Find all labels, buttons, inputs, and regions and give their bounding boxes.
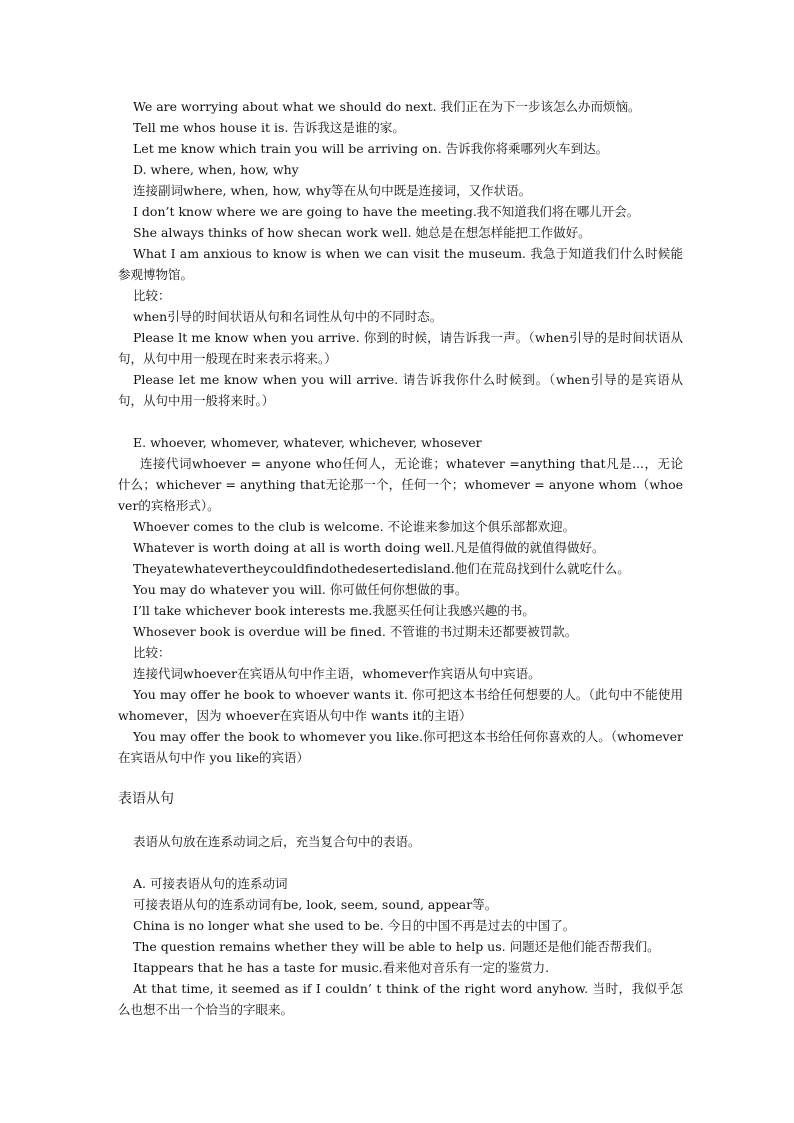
paragraph-line: Itappears that he has a taste for music.看来他对音乐有一定的鉴赏力. <box>133 960 550 975</box>
paragraph-line: 连接副词where, when, how, why等在从句中既是连接词，又作状语。 <box>133 183 532 198</box>
section-heading: 表语从句 <box>118 791 174 807</box>
paragraph-line: 比较： <box>133 645 171 660</box>
paragraph-line: China is no longer what she used to be. 今日的中国不再是过去的中国了。 <box>133 918 576 933</box>
paragraph-line: You may offer he book to whoever wants it. 你可把这本书给任何想要的人。（此句中不能使用whomever，因为 whoever在宾语从句中作 wants it的主语） <box>118 687 683 723</box>
paragraph-line: Tell me whos house it is. 告诉我这是谁的家。 <box>133 120 405 135</box>
blank-line <box>118 411 683 432</box>
paragraph-line: Theyatewhatevertheycouldfindothedesertedisland.他们在荒岛找到什么就吃什么。 <box>133 561 630 576</box>
paragraph-line: A. 可接表语从句的连系动词 <box>133 876 288 891</box>
blank-line <box>118 810 683 831</box>
document-page <box>118 96 683 1020</box>
paragraph-line: Whoever comes to the club is welcome. 不论谁来参加这个俱乐部都欢迎。 <box>133 519 576 534</box>
paragraph-line: What I am anxious to know is when we can visit the museum. 我急于知道我们什么时候能参观博物馆。 <box>118 246 683 282</box>
paragraph-line: Whatever is worth doing at all is worth doing well.凡是值得做的就值得做好。 <box>133 540 605 555</box>
blank-line <box>118 852 683 873</box>
paragraph-line: E. whoever, whomever, whatever, whichever, whosever <box>133 435 482 450</box>
paragraph-line: She always thinks of how shecan work well. 她总是在想怎样能把工作做好。 <box>133 225 591 240</box>
paragraph-line: 比较： <box>133 288 171 303</box>
blank-line <box>118 768 683 789</box>
paragraph-line: You may offer the book to whomever you like.你可把这本书给任何你喜欢的人。（whomever在宾语从句中作 you like的宾语） <box>118 729 683 765</box>
paragraph-line: 可接表语从句的连系动词有be, look, seem, sound, appear等。 <box>133 897 498 912</box>
paragraph-line: 连接代词whoever = anyone who任何人，无论谁；whatever =anything that凡是...，无论什么；whichever = anything that无论那一个，任何一个；whomever = anyone whom（whoever的宾格形式）。 <box>118 456 683 513</box>
paragraph-line: At that time, it seemed as if I couldn’ t think of the right word anyhow. 当时，我似乎怎么也想不出一个恰当的字眼来。 <box>118 981 683 1017</box>
paragraph-line: The question remains whether they will be able to help us. 问题还是他们能否帮我们。 <box>133 939 660 954</box>
paragraph-line: I don’t know where we are going to have the meeting.我不知道我们将在哪儿开会。 <box>133 204 640 219</box>
paragraph-line: 连接代词whoever在宾语从句中作主语，whomever作宾语从句中宾语。 <box>133 666 541 681</box>
paragraph-line: Please lt me know when you arrive. 你到的时候，请告诉我一声。（when引导的是时间状语从句，从句中用一般现在时来表示将来。） <box>118 330 683 366</box>
paragraph-line: You may do whatever you will. 你可做任何你想做的事。 <box>133 582 468 597</box>
paragraph-line: We are worrying about what we should do next. 我们正在为下一步该怎么办而烦恼。 <box>133 99 641 114</box>
paragraph-line: Please let me know when you will arrive. 请告诉我你什么时候到。（when引导的是宾语从句，从句中用一般将来时。） <box>118 372 683 408</box>
paragraph-line: when引导的时间状语从句和名词性从句中的不同时态。 <box>133 309 443 324</box>
paragraph-line: Whosever book is overdue will be fined. 不管谁的书过期未还都要被罚款。 <box>133 624 578 639</box>
paragraph-line: I’ll take whichever book interests me.我愿买任何让我感兴趣的书。 <box>133 603 535 618</box>
paragraph-line: Let me know which train you will be arriving on. 告诉我你将乘哪列火车到达。 <box>133 141 609 156</box>
paragraph-line: D. where, when, how, why <box>133 162 299 177</box>
paragraph-line: 表语从句放在连系动词之后，充当复合句中的表语。 <box>133 834 421 849</box>
